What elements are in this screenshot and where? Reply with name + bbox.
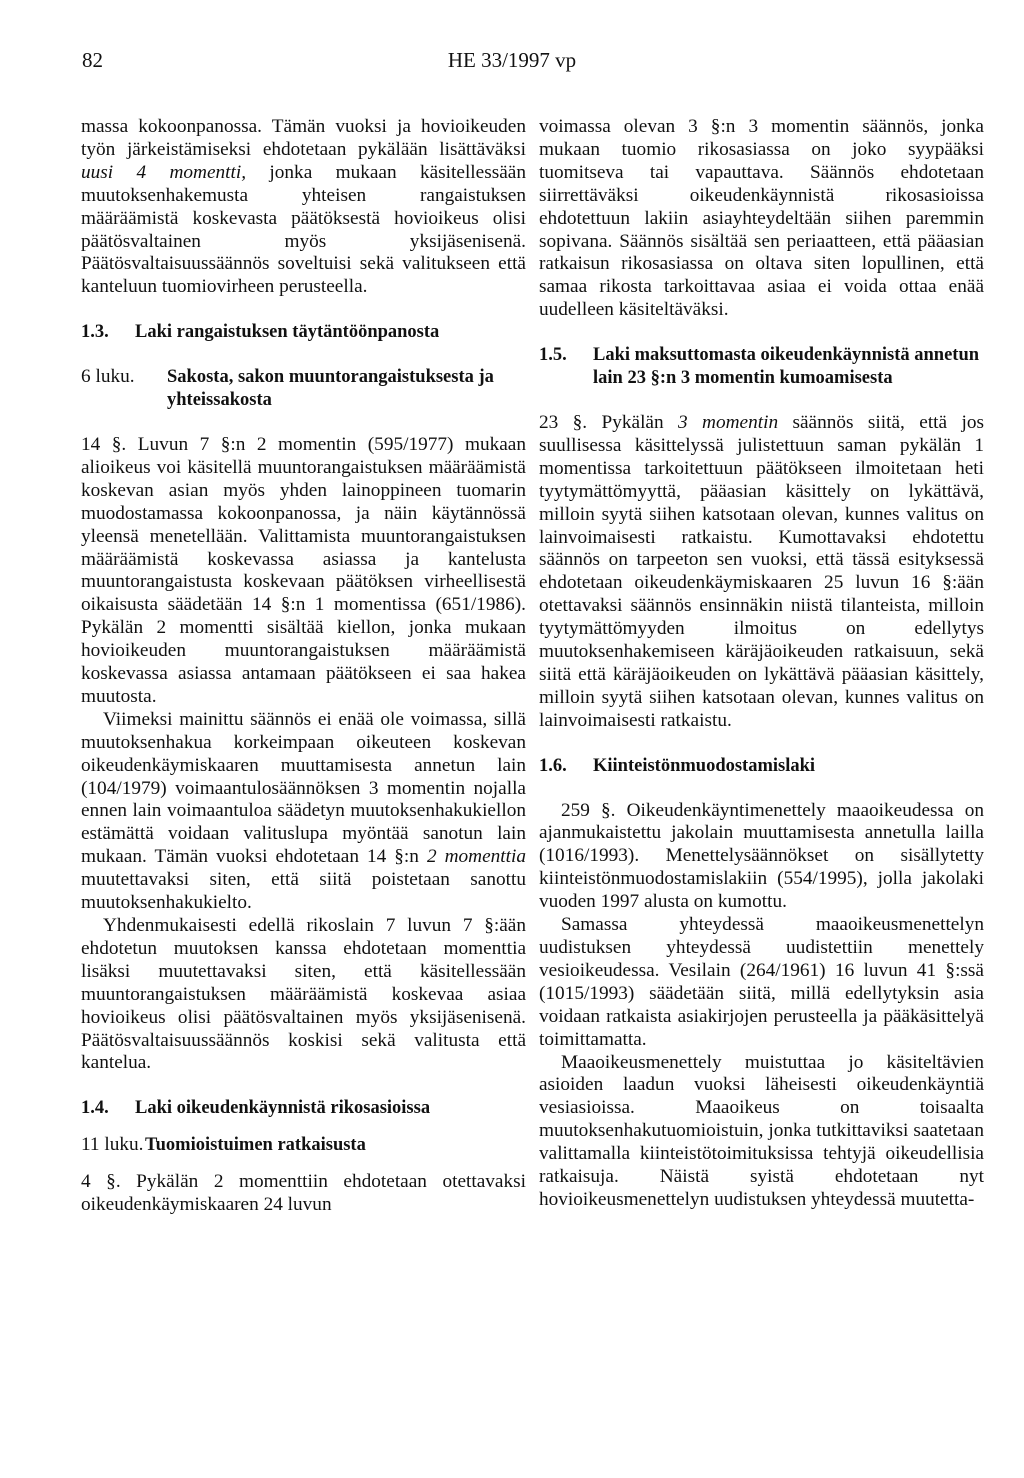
emphasis: uusi 4 momentti, — [81, 161, 247, 183]
right-column — [539, 116, 984, 1212]
chapter-heading-11: 11 luku. Tuomioistuimen ratkaisusta — [81, 1134, 366, 1156]
paragraph-14: 14 §. Luvun 7 §:n 2 momentin (595/1977) mukaan alioikeus voi käsitellä muuntorangaistuksen määräämistä koskevan asian myös yhden lainoppineen tuomarin muodostamassa kokoonpanossa, ja näin käytännössä yleensä menetellään. Valittamista muuntorangaistuksen määräämistä koskevassa asiassa ja kantelusta muuntorangaistusta koskevaan päätöksen virheellisestä oikaisusta säädetään 14 §:n 1 momentissa (651/1986). Pykälän 2 momentti sisältää kiellon, jonka mukaan hovioikeuden muuntorangaistuksen määräämistä koskevassa asiassa antamaan päätökseen ei saa hakea muutosta. — [81, 433, 526, 707]
paragraph-4: 4 §. Pykälän 2 momenttiin ehdotetaan otettavaksi oikeudenkäymiskaaren 24 luvun — [81, 1171, 526, 1216]
left-column — [81, 116, 526, 1217]
section-heading-1-5: 1.5. Laki maksuttomasta oikeudenkäynnistä annetun lain 23 §:n 3 momentin kumoamisesta — [539, 345, 980, 389]
section-heading-1-3: 1.3. Laki rangaistuksen täytäntöönpanosta — [81, 322, 440, 343]
paragraph-yhdenmukaisesti: Yhdenmukaisesti edellä rikoslain 7 luvun 7 §:ään ehdotetun muutoksen kanssa ehdotetaan momenttia lisäksi muutettavaksi siten, että käsitellessään muuntorangaistuksen määräämistä koskevaa asiaa hovioikeus olisi päätösvaltainen myös yksijäsenisenä. Päätösvaltaisuussäännös koskisi sekä valitusta että kantelua. — [81, 915, 526, 1074]
paragraph-continuation: voimassa olevan 3 §:n 3 momentin säännös, jonka mukaan tuomio rikosasiassa on joko syypääksi tuomitseva tai vapauttava. Säännös ehdotetaan siirrettäväksi oikeudenkäynnistä rikosasioissa ehdotettuun lakiin asiayhteydeltään siihen paremmin sopivana. Säännös sisältää sen periaatteen, että pääasian ratkaisun rikosasiassa on oltava siten lopullinen, että samaa rikosta tarkoittavaa asiaa ei voida ottaa enää uudelleen käsiteltäväksi. — [539, 116, 984, 321]
section-heading-1-4: 1.4. Laki oikeudenkäynnistä rikosasioissa — [81, 1098, 431, 1119]
paragraph-viimeksi: Viimeksi mainittu säännös ei enää ole voimassa, sillä muutoksenhakua korkeimpaan oikeuteen koskevan oikeudenkäymiskaaren muuttamisesta annetun lain (104/1979) voimaantulosäännöksen 3 momentin nojalla ennen lain voimaantuloa säädetyn muutoksenhakukiellon estämättä voidaan valituslupa myöntää sanotun lain mukaan. Tämän vuoksi ehdotetaan 14 §:n 2 momenttia muutettavaksi siten, että siitä poistetaan sanottu muutoksenhakukielto. — [81, 708, 526, 914]
emphasis: 3 momentin — [678, 411, 779, 433]
emphasis: 2 momenttia — [426, 846, 526, 868]
paragraph-259: 259 §. Oikeudenkäyntimenettely maaoikeudessa on ajanmukaistettu jakolain muuttamisesta annetulla lailla (1016/1993). Menettelysäännökset on sisällytetty kiinteistönmuodostamislakiin (554/1995), jolla jakolaki vuoden 1997 alusta on kumottu. — [539, 799, 984, 913]
paragraph-maaoikeus: Maaoikeusmenettely muistuttaa jo käsiteltävien asioiden laadun vuoksi läheisesti oikeudenkäyntiä vesiasioissa. Maaoikeus on toisaalta muutoksenhakutuomioistuin, jonka tutkittaviksi saatetaan valittamalla kiinteistötoimituksissa tehtyjä oikeudellisia ratkaisuja. Näistä syistä ehdotetaan nyt hovioikeusmenettelyn uudistuksen yhteydessä muutetta- — [539, 1051, 984, 1210]
paragraph-23: 23 §. Pykälän 3 momentin säännös siitä, että jos suullisessa käsittelyssä julistettuun saman pykälän 1 momentissa tarkoitettuun päätökseen ilmoitetaan heti tyytymättömyyttä, pääasian käsittely on lykättävä, milloin syytä siihen katsotaan olevan, kunnes valitus on lainvoimaisesti ratkaistu. Kumottavaksi ehdotettu säännös on tarpeeton sen vuoksi, että tässä esityksessä ehdotetaan oikeudenkäymiskaaren 25 luvun 16 §:ään otettavaksi säännös ensinnäkin niistä tilanteista, milloin tyytymättömyyden ilmoitus on edellytys muutoksenhakemiseen käräjäoikeuden ratkaisuun, sekä siitä että käräjäoikeuden on lykättävä pääasian käsittely, milloin syytä siihen katsotaan olevan, kunnes valitus on lainvoimaisesti ratkaistu. — [539, 411, 984, 731]
chapter-heading-6: 6 luku. Sakosta, sakon muuntorangaistuksesta ja yhteissakosta — [81, 366, 494, 411]
section-heading-1-6: 1.6. Kiinteistönmuodostamislaki — [539, 755, 816, 776]
page-number: 82 — [82, 48, 103, 72]
paragraph-continuation: massa kokoonpanossa. Tämän vuoksi ja hovioikeuden työn järkeistämiseksi ehdotetaan pykälään lisättäväksi uusi 4 momentti, jonka mukaan käsitellessään muutoksenhakemusta yhteisen rangaistuksen määräämistä koskevasta päätöksestä hovioikeus olisi päätösvaltainen myös yksijäsenisenä. Päätösvaltaisuussäännös soveltuisi sekä valitukseen että kanteluun tuomiovirheen perusteella. — [81, 116, 526, 298]
page-header — [0, 48, 1024, 78]
paragraph-samassa: Samassa yhteydessä maaoikeusmenettelyn uudistuksen yhteydessä uudistettiin menettely vesioikeudessa. Vesilain (264/1961) 16 luvun 41 §:ssä (1015/1993) säädetään siitä, millä edellytyksin asia voidaan ratkaista asiakirjojen perusteella ja pääkäsittelyä toimittamatta. — [539, 914, 984, 1050]
document-id: HE 33/1997 vp — [447, 48, 577, 72]
